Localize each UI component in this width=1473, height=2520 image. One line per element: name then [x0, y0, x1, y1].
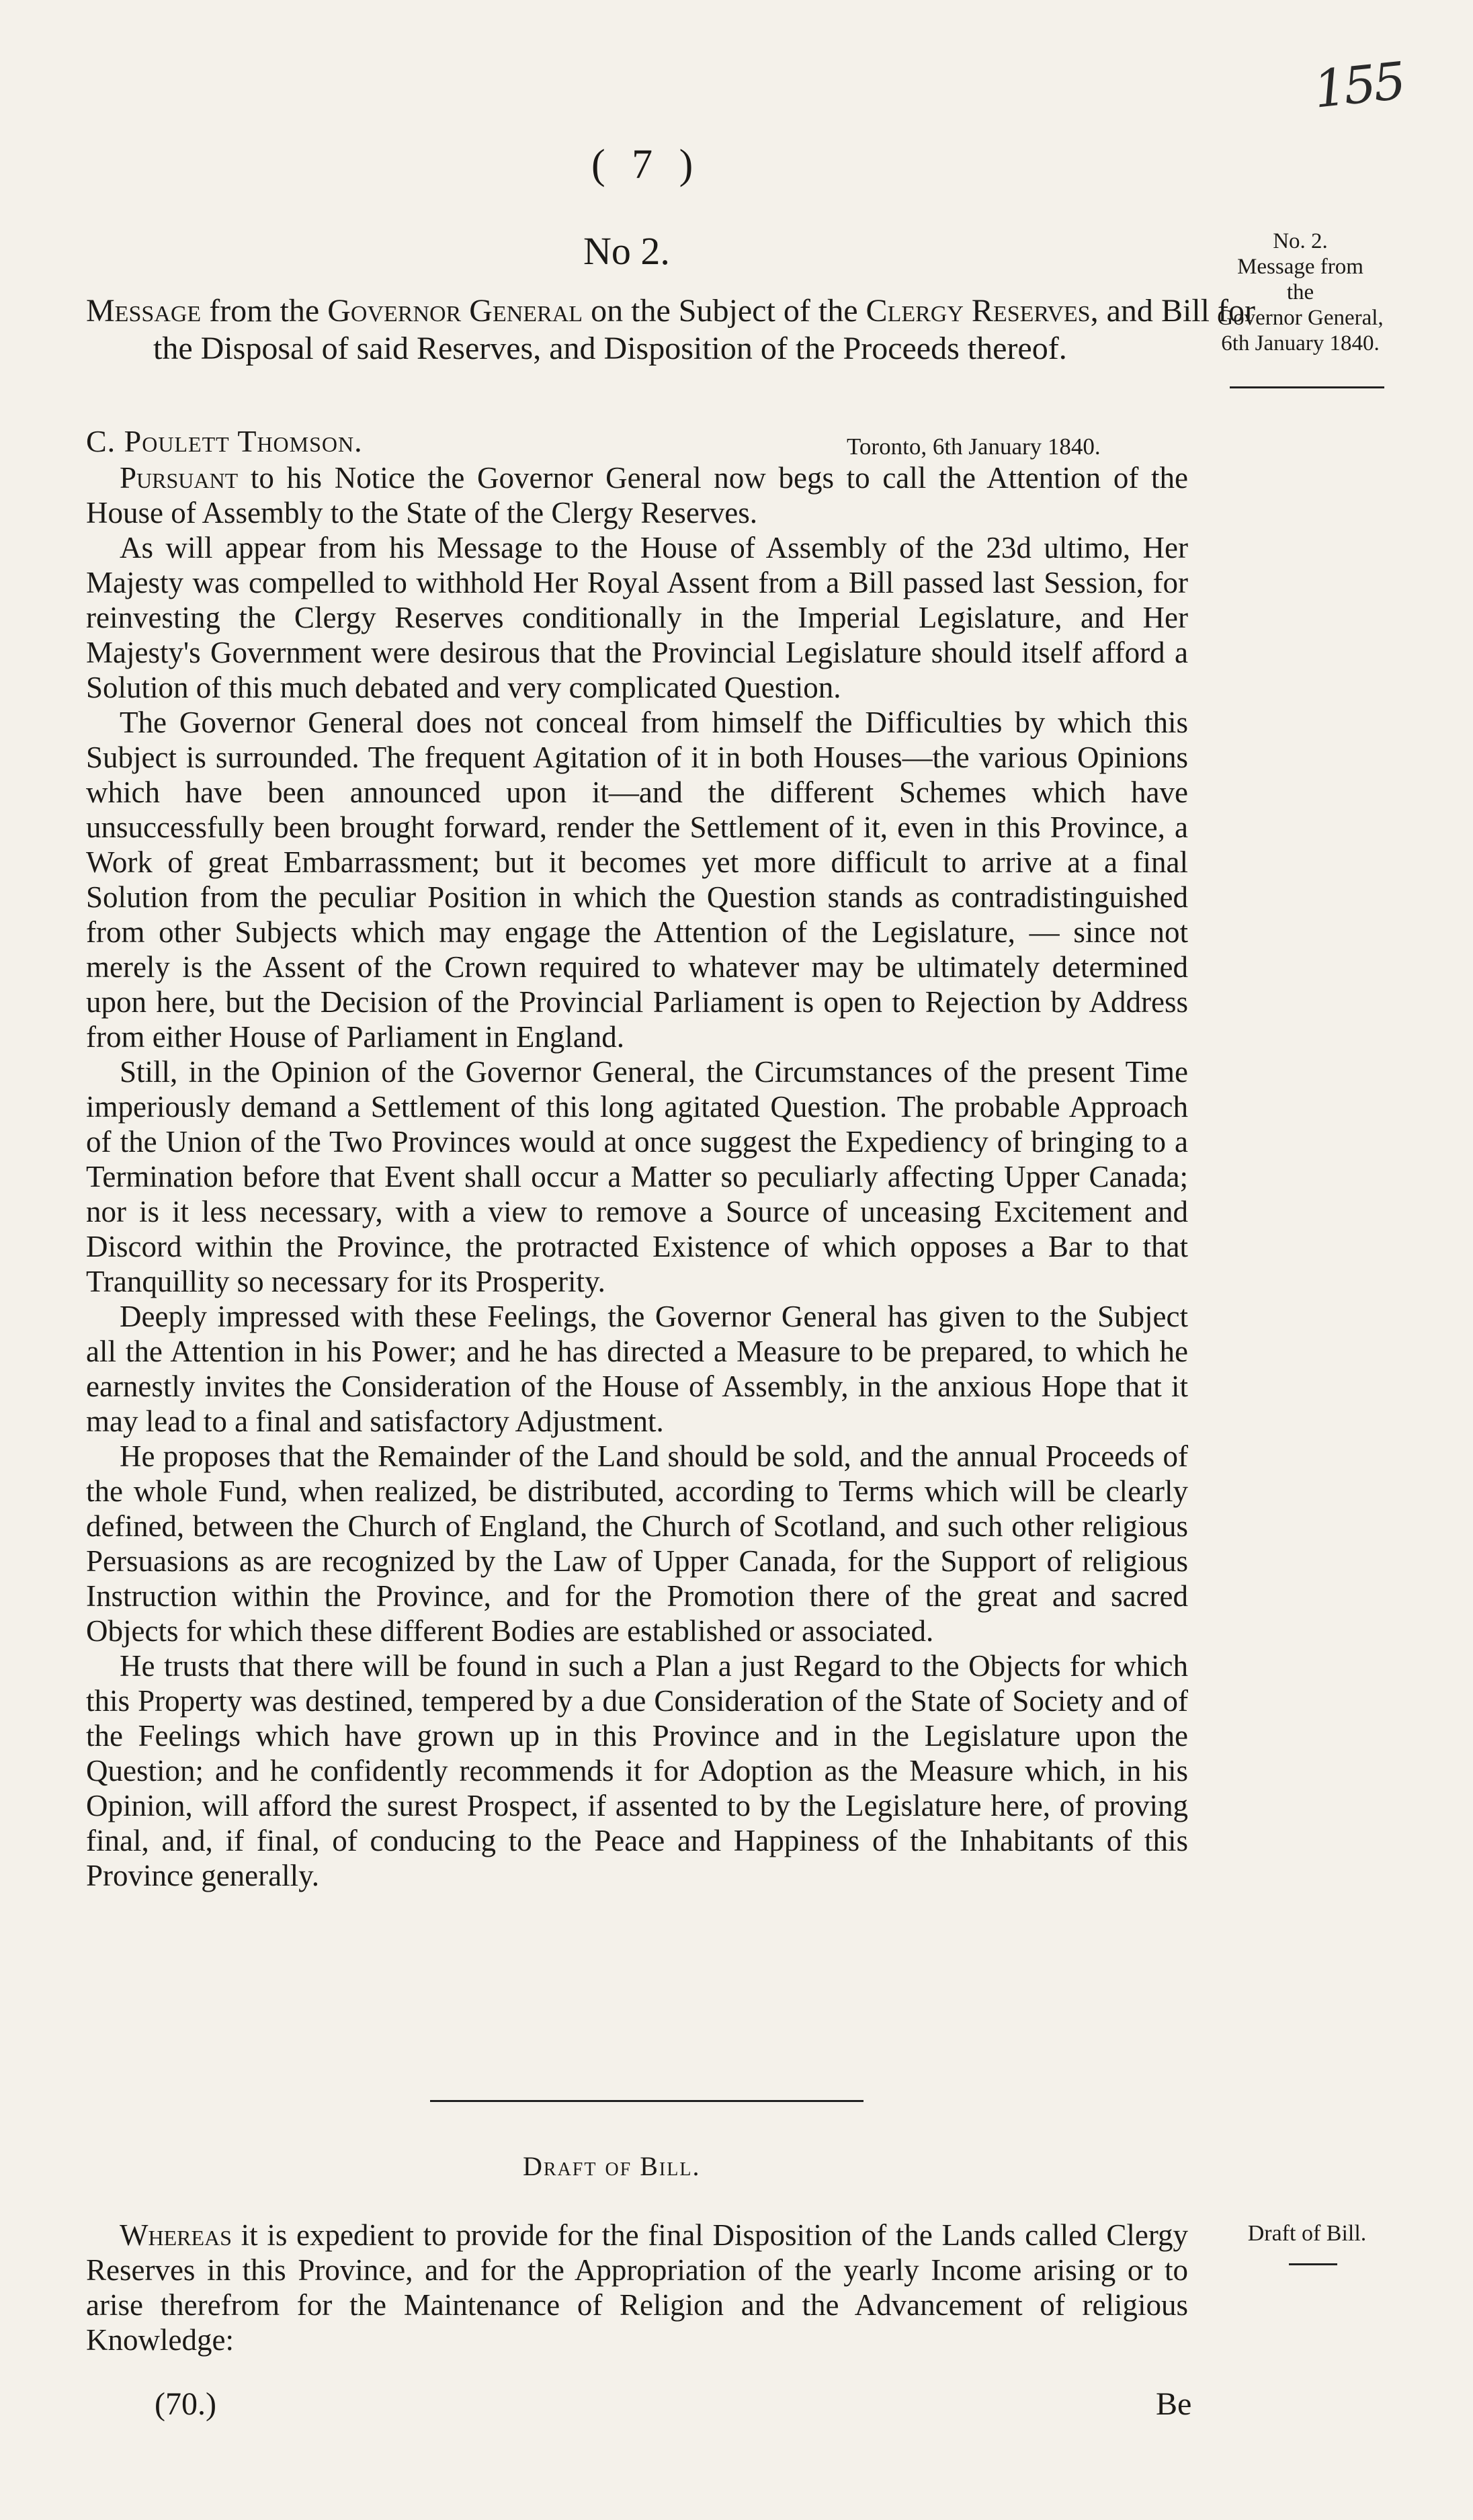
margin-note-line: the	[1286, 280, 1314, 304]
heading-word: Clergy Reserves	[866, 293, 1091, 329]
paragraph: As will appear from his Message to the House of Assembly of the 23d ultimo, Her Majesty was compelled to withhold Her Royal Assent from a Bill passed last Session, for reinvesting the Clergy Reserves conditionally in the Imperial Legislature, and Her Majesty's Government were desirous that the Provincial Legislature should itself afford a Solution of this much debated and very complicated Question.	[86, 531, 1188, 704]
page-number: ( 7 )	[591, 142, 702, 187]
margin-divider-short	[1289, 2263, 1337, 2265]
paragraph-text: to his Notice the Governor General now begs to call the Attention of the House of Assembly to the State of the Clergy Reserves.	[86, 461, 1188, 530]
margin-note-draft: Draft of Bill.	[1247, 2221, 1367, 2246]
paragraph: The Governor General does not conceal from himself the Difficulties by which this Subject is surrounded. The frequent Agitation of it in both Houses—the various Opinions which have been announced upon it—and the different Schemes which have unsuccessfully been brought forward, render the Settlement of it, even in this Province, a Work of great Embarrassment; but it becomes yet more difficult to arrive at a final Solution from the peculiar Position in which the Question stands as contradistinguished from other Subjects which may engage the Attention of the Legislature, — since not merely is the Assent of the Crown required to whatever may be ultimately determined upon here, but the Decision of the Provincial Parliament is open to Rejection by Address from either House of Parliament in England.	[86, 706, 1188, 1054]
margin-divider	[1230, 386, 1384, 388]
handwritten-folio-number: 155	[1310, 50, 1406, 120]
heading-text: , and Bill for the Disposal of said Reserves, and Disposition of the Proceeds thereof.	[153, 293, 1255, 366]
bill-paragraph-text: it is expedient to provide for the final Disposition of the Lands called Clergy Reserves in this Province, and for the Appropriation of the yearly Income arising or to arise therefrom for the Maintenance of Religion and the Advancement of religious Knowledge:	[86, 2218, 1188, 2357]
heading-word: Message	[86, 293, 202, 329]
heading-text: from the	[201, 293, 328, 329]
signer-name: C. Poulett Thomson.	[86, 424, 363, 458]
paragraph	[86, 460, 1188, 530]
bill-paragraph	[86, 2218, 1188, 2357]
message-heading	[86, 292, 1255, 368]
margin-note-line: No. 2.	[1273, 229, 1328, 253]
paragraph: Deeply impressed with these Feelings, the Governor General has given to the Subject all the Attention in his Power; and he has directed a Measure to be prepared, to which he earnestly invites the Consideration of the House of Assembly, in the anxious Hope that it may lead to a final and satisfactory Adjustment.	[86, 1300, 1188, 1438]
bill-lead-word: Whereas	[120, 2218, 232, 2252]
margin-note-line: Governor General,	[1217, 306, 1384, 330]
bill-text	[86, 2218, 1188, 2357]
document-number: No 2.	[583, 229, 670, 273]
draft-title: Draft of Bill.	[523, 2151, 701, 2181]
margin-note-line: Message from	[1237, 255, 1363, 279]
paragraph: He trusts that there will be found in such a Plan a just Regard to the Objects for which this Property was destined, tempered by a due Consideration of the State of Society and of the Feelings which have grown up in this Province and in the Legislature upon the Question; and he confidently recommends it for Adoption as the Measure which, in his Opinion, will afford the surest Prospect, if assented to by the Legislature here, of proving final, and, if final, of conducing to the Peace and Happiness of the Inhabitants of this Province generally.	[86, 1649, 1188, 1892]
sheet-number: (70.)	[155, 2386, 216, 2422]
section-divider	[430, 2100, 864, 2102]
margin-note-line: 6th January 1840.	[1221, 331, 1380, 355]
catchword: Be	[1156, 2386, 1192, 2422]
paragraph: He proposes that the Remainder of the Land should be sold, and the annual Proceeds of the whole Fund, when realized, be distributed, according to Terms which will be clearly defined, between the Church of England, the Church of Scotland, and such other religious Persuasions as are recognized by the Law of Upper Canada, for the Support of religious Instruction within the Province, and for the Promotion there of the great and sacred Objects for which these different Bodies are established or associated.	[86, 1439, 1188, 1648]
message-body	[86, 460, 1188, 1893]
paragraph: Still, in the Opinion of the Governor General, the Circumstances of the present Time imperiously demand a Settlement of this long agitated Question. The probable Approach of the Union of the Two Provinces would at once suggest the Expediency of bringing to a Termination before that Event shall occur a Matter so peculiarly affecting Upper Canada; nor is it less necessary, with a view to remove a Source of unceasing Excitement and Discord within the Province, the protracted Existence of which opposes a Bar to that Tranquillity so necessary for its Prosperity.	[86, 1055, 1188, 1298]
dateline: Toronto, 6th January 1840.	[847, 433, 1101, 460]
heading-text: on the Subject of the	[583, 293, 866, 329]
heading-word: Governor General	[327, 293, 583, 329]
paragraph-lead-word: Pursuant	[120, 461, 239, 495]
